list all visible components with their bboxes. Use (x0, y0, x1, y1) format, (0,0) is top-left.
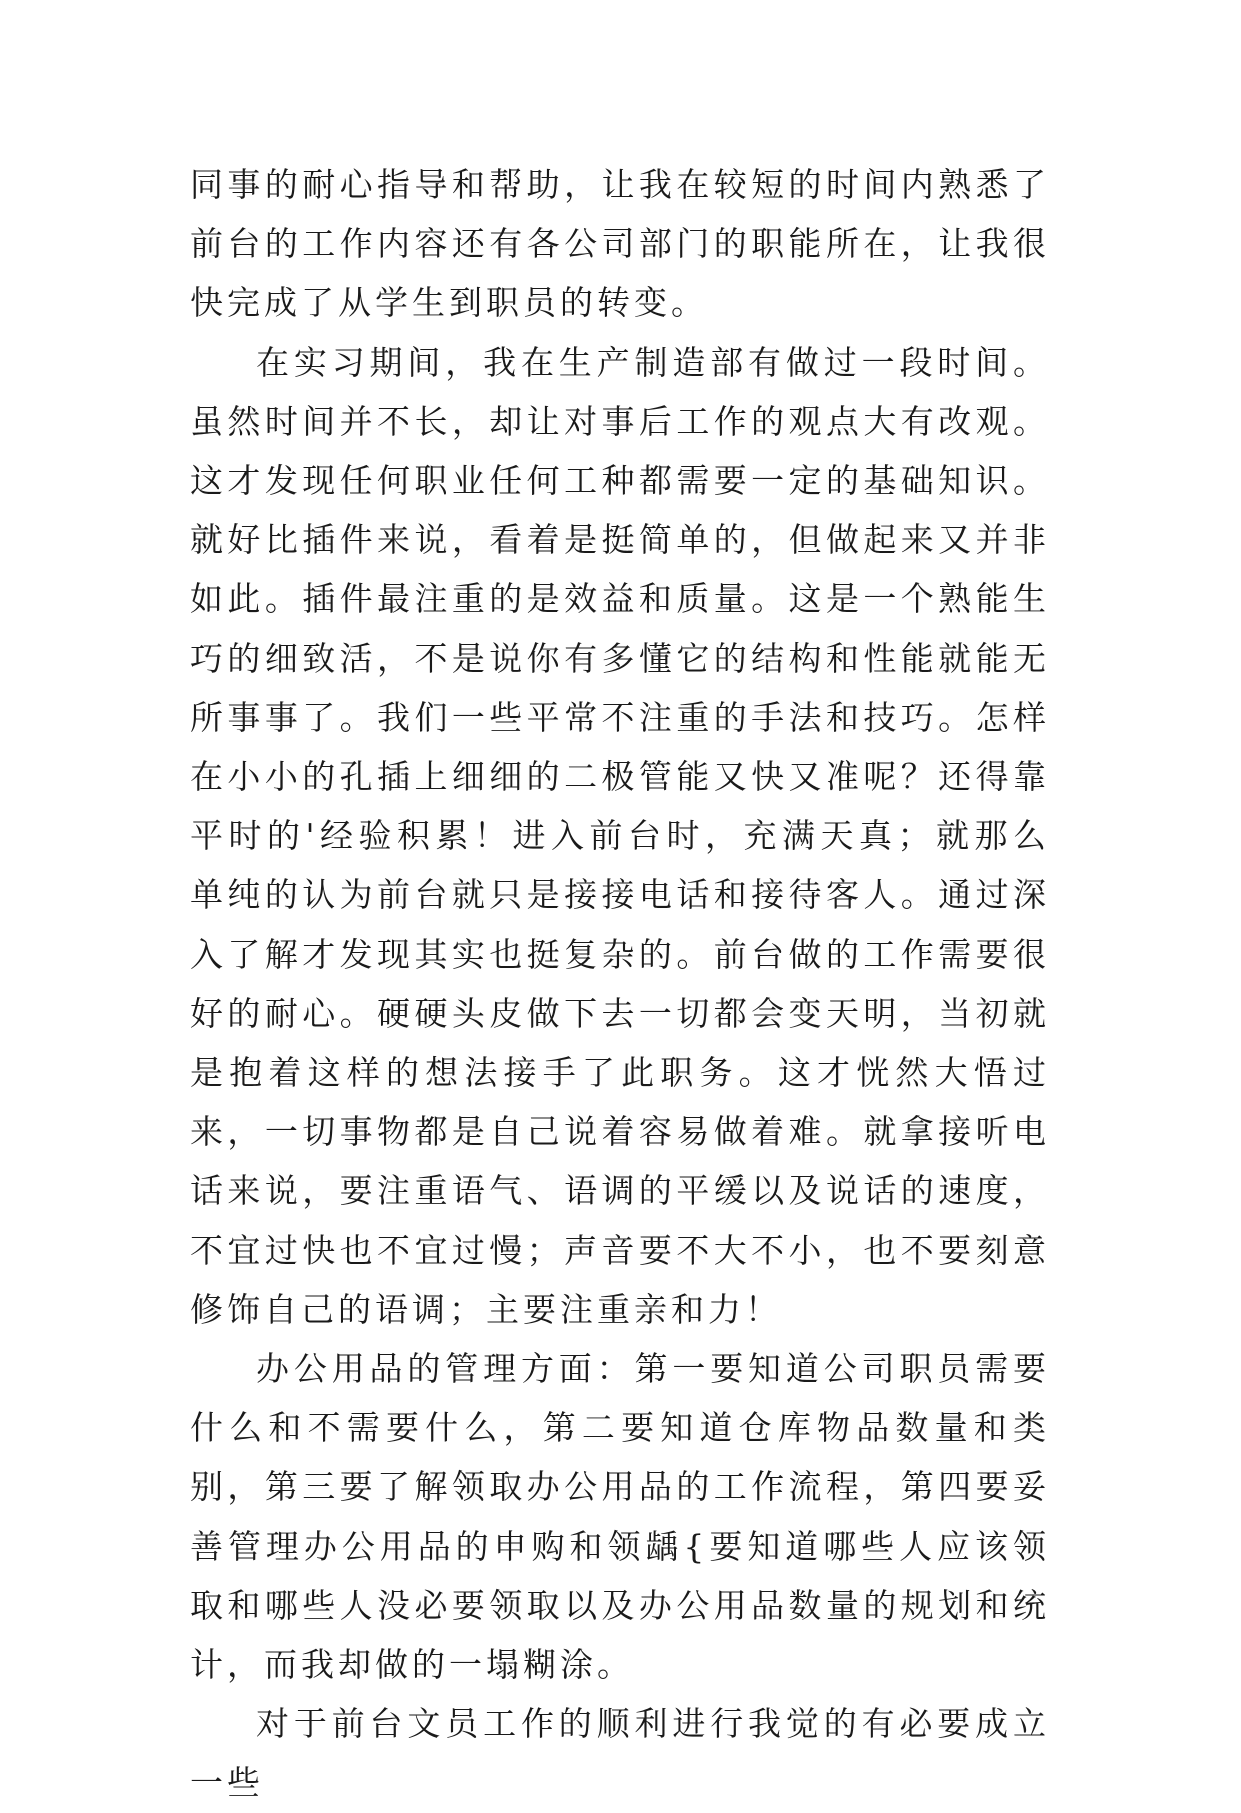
paragraph-3: 办公用品的管理方面：第一要知道公司职员需要什么和不需要什么，第二要知道仓库物品数量和类别，第三要了解领取办公用品的工作流程，第四要妥善管理办公用品的申购和领龋{要知道哪些人应该领取和哪些人没必要领取以及办公用品数量的规划和统计，而我却做的一塌糊涂。 (190, 1349, 1050, 1685)
paragraph-1: 同事的耐心指导和帮助，让我在较短的时间内熟悉了前台的工作内容还有各公司部门的职能所在，让我很快完成了从学生到职员的转变。 (190, 165, 1050, 323)
paragraph-2: 在实习期间，我在生产制造部有做过一段时间。虽然时间并不长，却让对事后工作的观点大有改观。这才发现任何职业任何工种都需要一定的基础知识。就好比插件来说，看着是挺简单的，但做起来又并非如此。插件最注重的是效益和质量。这是一个熟能生巧的细致活，不是说你有多懂它的结构和性能就能无所事事了。我们一些平常不注重的手法和技巧。怎样在小小的孔插上细细的二极管能又快又准呢？还得靠平时的'经验积累！进入前台时，充满天真；就那么单纯的认为前台就只是接接电话和接待客人。通过深入了解才发现其实也挺复杂的。前台做的工作需要很好的耐心。硬硬头皮做下去一切都会变天明，当初就是抱着这样的想法接手了此职务。这才恍然大悟过来，一切事物都是自己说着容易做着难。就拿接听电话来说，要注重语气、语调的平缓以及说话的速度，不宜过快也不宜过慢；声音要不大不小，也不要刻意修饰自己的语调；主要注重亲和力！ (190, 342, 1050, 1329)
document-body (190, 155, 1050, 1813)
paragraph-4: 对于前台文员工作的顺利进行我觉的有必要成立一些 (190, 1704, 1050, 1803)
